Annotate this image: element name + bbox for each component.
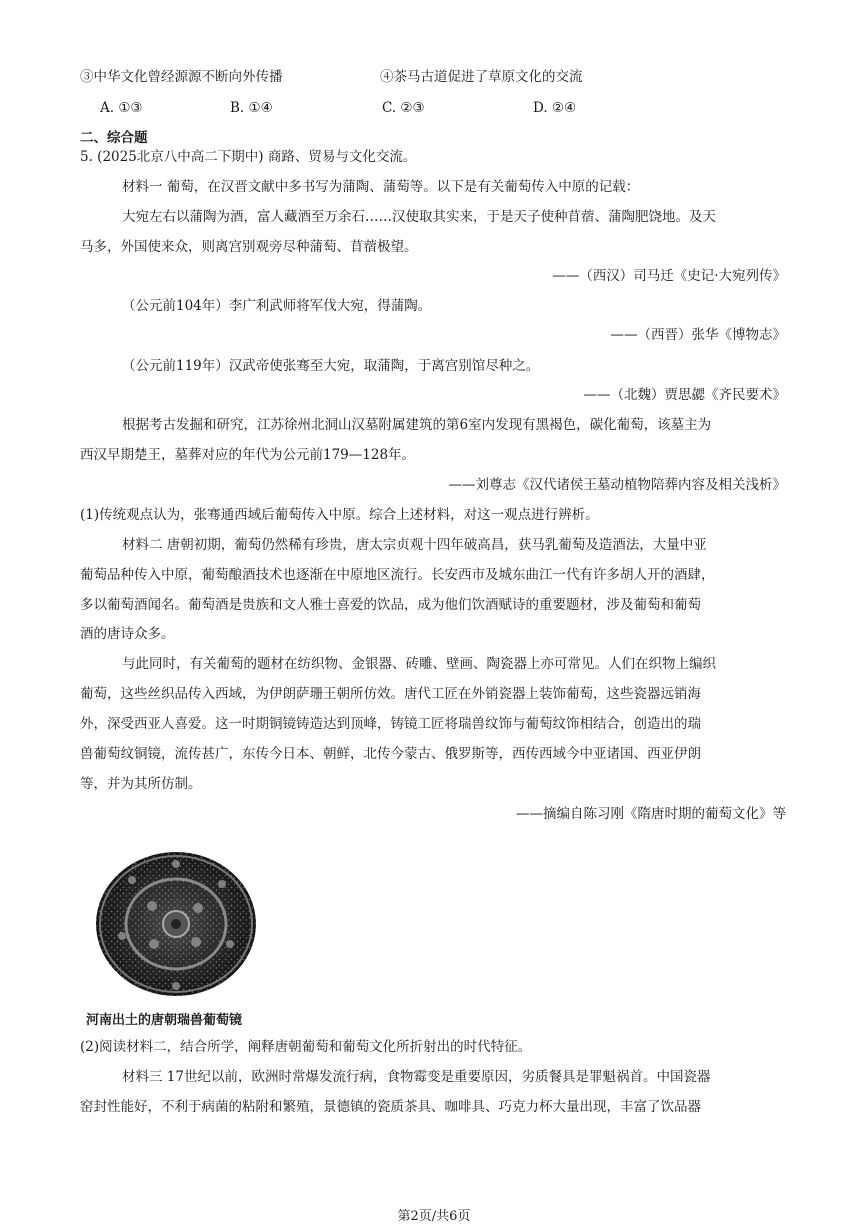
quote-1-line-2: 马多，外国使来众，则离宫别观旁尽种蒲萄、苜蓿极望。 <box>80 239 418 255</box>
material-1-lead: 材料一 葡萄，在汉晋文献中多书写为蒲陶、蒲萄等。以下是有关葡萄传入中原的记载： <box>122 179 640 195</box>
archaeology-source: ——刘尊志《汉代诸侯王墓动植物陪葬内容及相关浅析》 <box>448 477 786 493</box>
material-2-p1-line-1: 材料二 唐朝初期，葡萄仍然稀有珍贵，唐太宗贞观十四年破高昌，获马乳葡萄及造酒法，大量中亚 <box>122 537 707 553</box>
material-2-p2-line-1: 与此同时，有关葡萄的题材在纺织物、金银器、砖雕、壁画、陶瓷器上亦可常见。人们在织物上编织 <box>122 656 716 672</box>
option-a: A. ①③ <box>100 100 143 116</box>
section-heading: 二、综合题 <box>80 130 148 146</box>
question-5-intro: 5. (2025北京八中高二下期中) 商路、贸易与文化交流。 <box>80 149 417 165</box>
archaeology-line-2: 西汉早期楚王，墓葬对应的年代为公元前179—128年。 <box>80 447 416 463</box>
quote-2: （公元前104年）李广利武师将军伐大宛，得蒲陶。 <box>122 298 432 314</box>
material-2-p1-line-4: 酒的唐诗众多。 <box>80 626 175 642</box>
material-2-p1-line-2: 葡萄品种传入中原，葡萄酿酒技术也逐渐在中原地区流行。长安西市及城东曲江一代有许多胡人开的酒肆， <box>80 567 715 583</box>
material-3-line-2: 窑封性能好，不利于病菌的粘附和繁殖，景德镇的瓷质茶具、咖啡具、巧克力杯大量出现，丰富了饮品器 <box>80 1099 701 1115</box>
quote-1-source: ——（西汉）司马迁《史记·大宛列传》 <box>552 268 786 284</box>
material-2-p2-line-5: 等，并为其所仿制。 <box>80 776 202 792</box>
bronze-mirror-image <box>92 850 260 998</box>
sub-question-1: (1)传统观点认为，张骞通西域后葡萄传入中原。综合上述材料，对这一观点进行辨析。 <box>80 507 599 523</box>
material-2-p1-line-3: 多以葡萄酒闻名。葡萄酒是贵族和文人雅士喜爱的饮品，成为他们饮酒赋诗的重要题材，涉及葡萄和葡萄 <box>80 597 701 613</box>
material-2-p2-line-2: 葡萄，这些丝织品传入西域，为伊朗萨珊王朝所仿效。唐代工匠在外销瓷器上装饰葡萄，这些瓷器远销海 <box>80 686 701 702</box>
sub-question-2: (2)阅读材料二，结合所学，阐释唐朝葡萄和葡萄文化所折射出的时代特征。 <box>80 1039 532 1055</box>
image-caption: 河南出土的唐朝瑞兽葡萄镜 <box>86 1013 243 1028</box>
archaeology-line-1: 根据考古发掘和研究，江苏徐州北洞山汉墓附属建筑的第6室内发现有黑褐色，碳化葡萄，该墓主为 <box>122 417 712 433</box>
material-3-line-1: 材料三 17世纪以前，欧洲时常爆发流行病，食物霉变是重要原因，劣质餐具是罪魁祸首。中国瓷器 <box>122 1069 711 1085</box>
option-d: D. ②④ <box>533 100 577 116</box>
statement-3: ③中华文化曾经源源不断向外传播 <box>80 69 283 85</box>
quote-3-source: ——（北魏）贾思勰《齐民要术》 <box>583 387 786 403</box>
material-2-p2-line-4: 兽葡萄纹铜镜，流传甚广，东传今日本、朝鲜，北传今蒙古、俄罗斯等，西传西域今中亚诸国、西亚伊朗 <box>80 746 701 762</box>
quote-1-line-1: 大宛左右以蒲陶为酒，富人藏酒至万余石……汉使取其实来，于是天子使种苜蓿、蒲陶肥饶地。及天 <box>122 209 716 225</box>
quote-3: （公元前119年）汉武帝使张骞至大宛，取蒲陶，于离宫别馆尽种之。 <box>122 358 540 374</box>
option-c: C. ②③ <box>382 100 425 116</box>
option-b: B. ①④ <box>230 100 273 116</box>
material-2-p2-line-3: 外，深受西亚人喜爱。这一时期铜镜铸造达到顶峰，铸镜工匠将瑞兽纹饰与葡萄纹饰相结合，创造出的瑞 <box>80 716 701 732</box>
material-2-source: ——摘编自陈习刚《隋唐时期的葡萄文化》等 <box>516 806 786 822</box>
page-number: 第2页/共6页 <box>397 1209 471 1224</box>
statement-4: ④茶马古道促进了草原文化的交流 <box>380 69 583 85</box>
quote-2-source: ——（西晋）张华《博物志》 <box>610 327 786 343</box>
